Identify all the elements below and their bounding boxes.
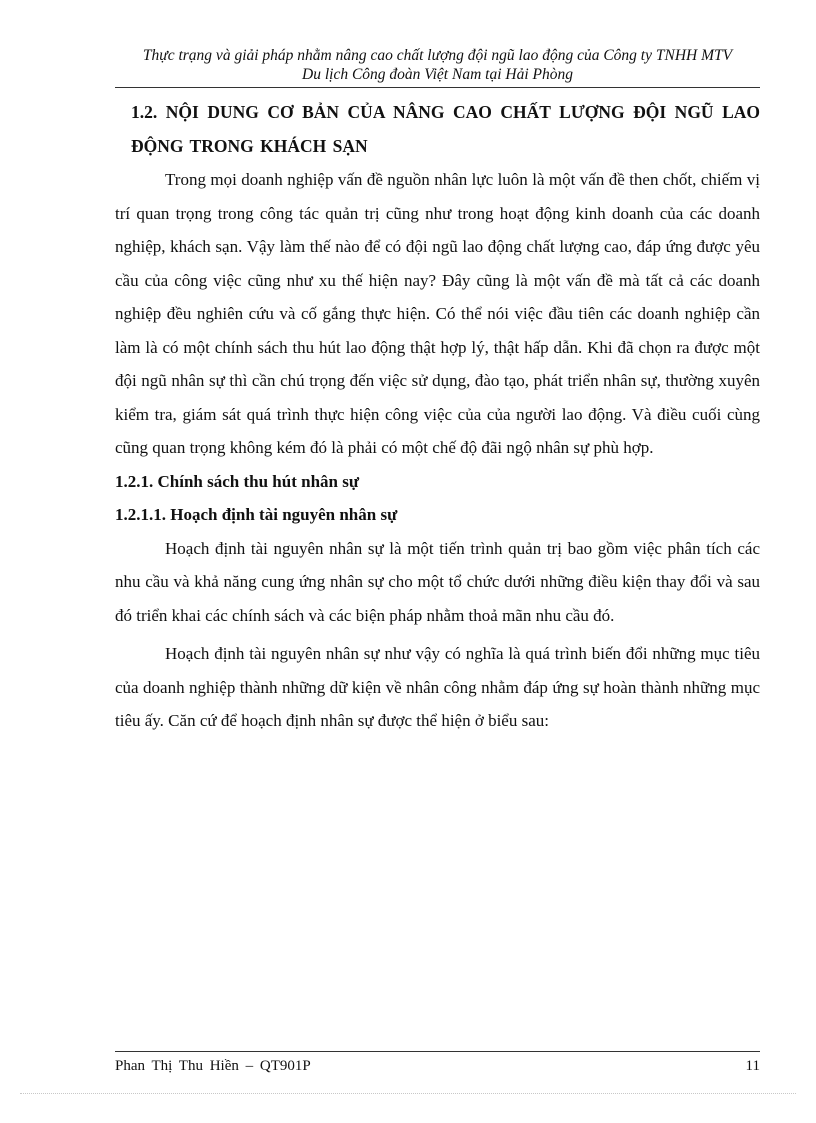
running-footer [115,1057,760,1075]
planning-paragraph-2: Hoạch định tài nguyên nhân sự như vậy có nghĩa là quá trình biến đổi những mục tiêu của doanh nghiệp thành những dữ kiện về nhân công nhằm đáp ứng sự hoàn thành những mục tiêu ấy. Căn cứ để hoạch định nhân sự được thể hiện ở biểu sau: [115,644,760,730]
footer-divider [115,1051,760,1052]
section-intro-paragraph: Trong mọi doanh nghiệp vấn đề nguồn nhân lực luôn là một vấn đề then chốt, chiếm vị trí quan trọng trong công tác quản trị cũng như trong hoạt động kinh doanh của các doanh nghiệp, khách sạn. Vậy làm thế nào để có đội ngũ lao động chất lượng cao, đáp ứng được yêu cầu của công việc cũng như xu thế hiện nay? Đây cũng là một vấn đề mà tất cả các doanh nghiệp đều nghiên cứu và cố gắng thực hiện. Có thể nói việc đầu tiên các doanh nghiệp cần làm là có một chính sách thu hút lao động thật hợp lý, thật hấp dẫn. Khi đã chọn ra được một đội ngũ nhân sự thì cần chú trọng đến việc sử dụng, đào tạo, phát triển nhân sự, thường xuyên kiểm tra, giám sát quá trình thực hiện công việc của của người lao động. Và điều cuối cùng cũng quan trọng không kém đó là phải có một chế độ đãi ngộ nhân sự phù hợp. [115,170,760,457]
section-heading: 1.2. NỘI DUNG CƠ BẢN CỦA NÂNG CAO CHẤT LƯỢNG ĐỘI NGŨ LAO ĐỘNG TRONG KHÁCH SẠN [131,102,760,156]
header-line-1: Thực trạng và giải pháp nhằm nâng cao chất lượng đội ngũ lao động của Công ty TNHH MTV [142,47,733,64]
subsubsection-heading: 1.2.1.1. Hoạch định tài nguyên nhân sự [115,505,398,524]
subsection-heading: 1.2.1. Chính sách thu hút nhân sự [115,471,360,491]
body-content [115,96,760,738]
planning-paragraph-1: Hoạch định tài nguyên nhân sự là một tiến trình quản trị bao gồm việc phân tích các nhu cầu và khả năng cung ứng nhân sự cho một tổ chức dưới những điều kiện thay đổi và sau đó triển khai các chính sách và các biện pháp nhằm thoả mãn nhu cầu đó. [115,538,760,625]
header-divider [115,87,760,88]
page-bottom-dotted-border [20,1093,796,1094]
running-header [115,46,760,84]
footer-author: Phan Thị Thu Hiền – QT901P [115,1058,311,1074]
page-number: 11 [745,1058,760,1074]
header-line-2: Du lịch Công đoàn Việt Nam tại Hải Phòng [302,66,573,83]
